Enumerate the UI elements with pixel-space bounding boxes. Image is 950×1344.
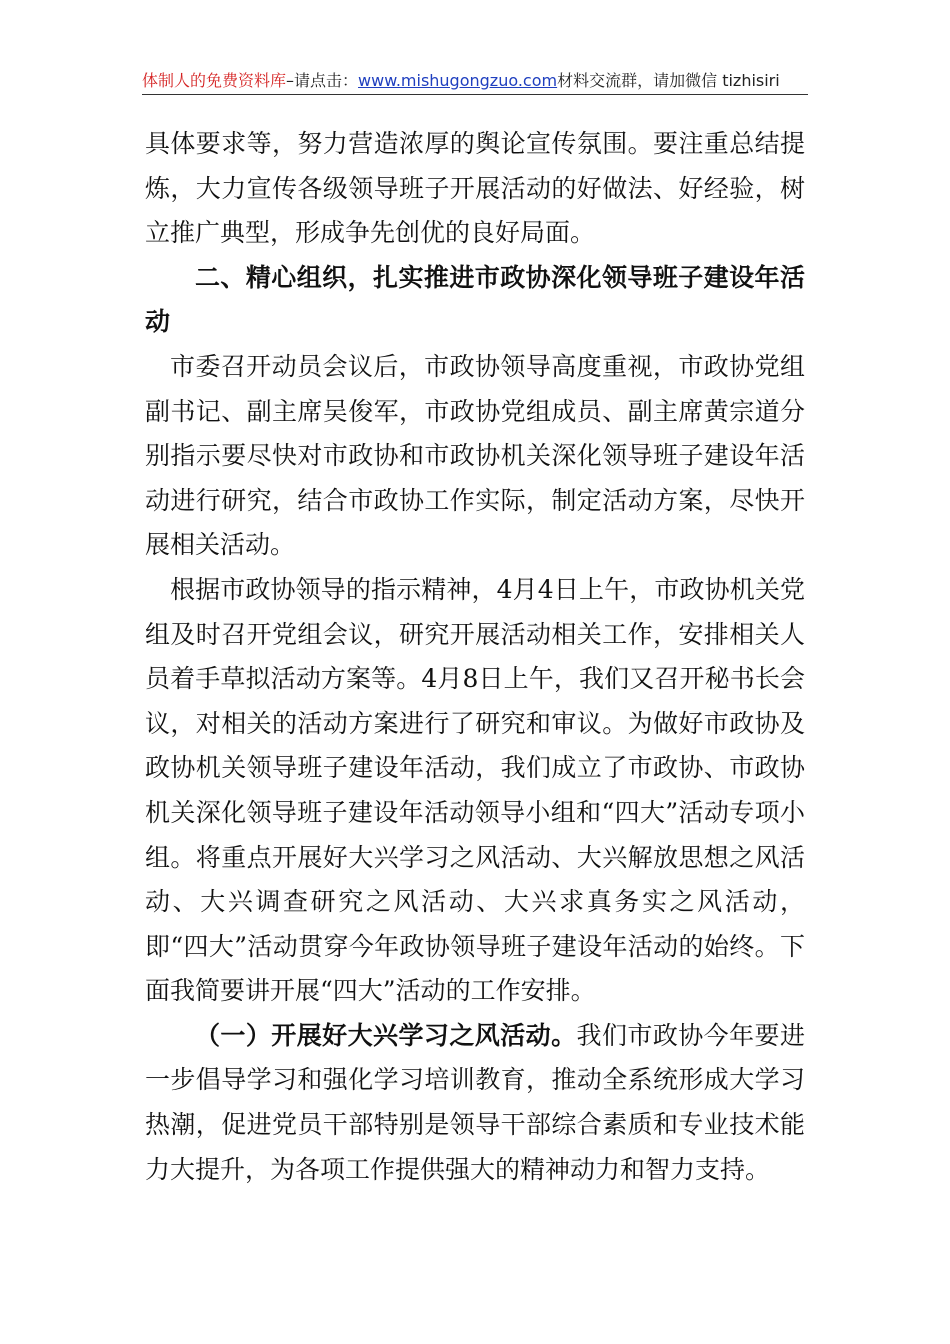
paragraph-study-activity xyxy=(145,1014,805,1192)
paragraph-lead-body: 我们市政协今年要进一步倡导学习和强化学习培训教育，推动全系统形成大学习热潮，促进党员干部特别是领导干部综合素质和专业技术能力大提升，为各项工作提供强大的精神动力和智力支持。 xyxy=(145,1020,805,1184)
header-link[interactable]: www.mishugongzuo.com xyxy=(358,71,558,90)
paragraph-mobilization: 市委召开动员会议后，市政协领导高度重视，市政协党组副书记、副主席吴俊军，市政协党组成员、副主席黄宗道分别指示要尽快对市政协和市政协机关深化领导班子建设年活动进行研究，结合市政协工作实际，制定活动方案，尽快开展相关活动。 xyxy=(145,351,805,560)
header-separator: –请点击： xyxy=(286,71,359,90)
header-note: 材料交流群，请加微信 tizhisiri xyxy=(557,71,780,90)
page-header xyxy=(142,68,808,95)
header-brand: 体制人的免费资料库 xyxy=(142,71,287,90)
paragraph-arrangements: 根据市政协领导的指示精神，4月4日上午，市政协机关党组及时召开党组会议，研究开展活动相关工作，安排相关人员着手草拟活动方案等。4月8日上午，我们又召开秘书长会议，对相关的活动方案进行了研究和审议。为做好市政协及政协机关领导班子建设年活动，我们成立了市政协、市政协机关深化领导班子建设年活动领导小组和“四大”活动专项小组。将重点开展好大兴学习之风活动、大兴解放思想之风活动、大兴调查研究之风活动、大兴求真务实之风活动，即“四大”活动贯穿今年政协领导班子建设年活动的始终。下面我简要讲开展“四大”活动的工作安排。 xyxy=(145,574,805,1006)
paragraph-lead: （一）开展好大兴学习之风活动。 xyxy=(195,1020,577,1050)
section-heading: 二、精心组织，扎实推进市政协深化领导班子建设年活动 xyxy=(145,262,805,337)
document-body xyxy=(145,122,805,1192)
paragraph-continuation: 具体要求等，努力营造浓厚的舆论宣传氛围。要注重总结提炼，大力宣传各级领导班子开展活动的好做法、好经验，树立推广典型，形成争先创优的良好局面。 xyxy=(145,129,805,248)
